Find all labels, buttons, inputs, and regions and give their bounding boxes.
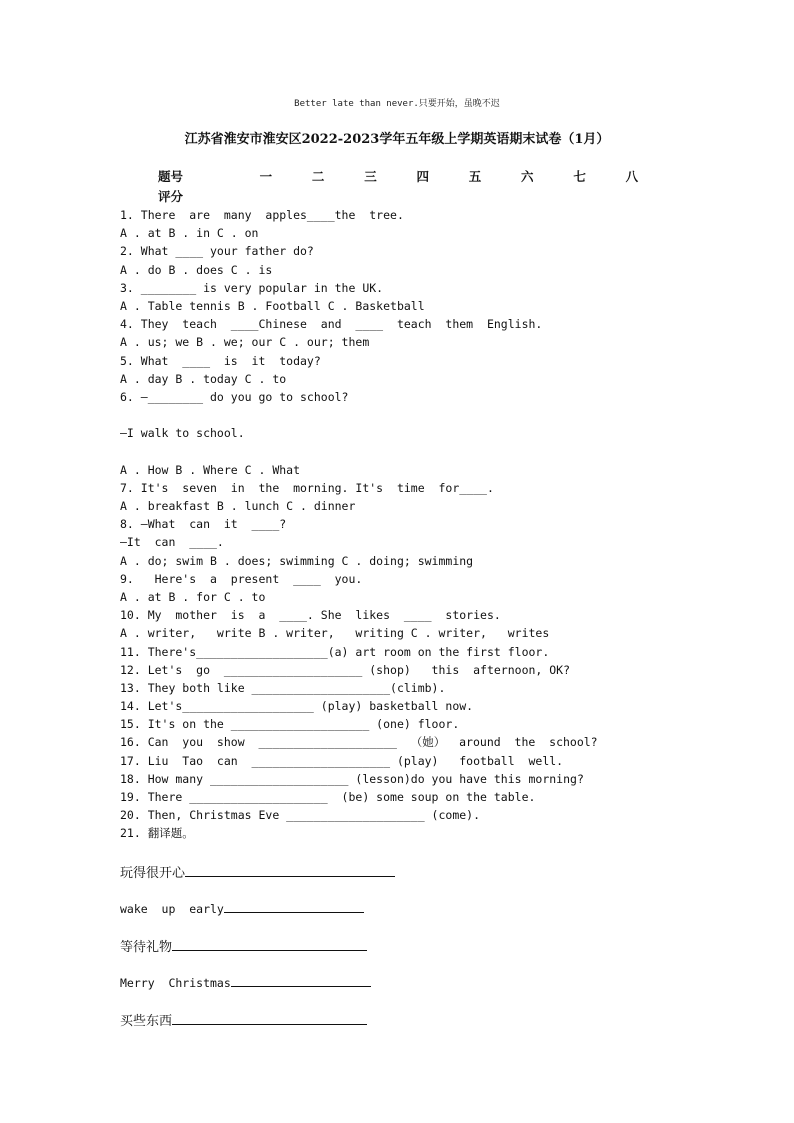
question-line: 3. ________ is very popular in the UK. bbox=[120, 280, 384, 295]
question-line: 4. They teach ____Chinese and ____ teach them English. bbox=[120, 317, 543, 332]
question-line: A . breakfast B . lunch C . dinner bbox=[120, 499, 356, 513]
score-table-column: 五 bbox=[468, 169, 482, 184]
question-line: 1. There are many apples____the tree. bbox=[120, 208, 404, 222]
question-line: 17. Liu Tao can ____________________ (play) football well. bbox=[120, 753, 564, 768]
score-table-header-row bbox=[158, 166, 658, 186]
score-table-column: 三 bbox=[364, 169, 377, 184]
question-line: A . do B . does C . is bbox=[120, 262, 273, 277]
translation-text: wake up early bbox=[120, 902, 224, 916]
blank-line bbox=[120, 442, 760, 460]
question-line: A . day B . today C . to bbox=[120, 371, 287, 386]
question-line: A . Table tennis B . Football C . Basketball bbox=[120, 298, 425, 313]
question-line: 9. Here's a present ____ you. bbox=[120, 571, 363, 586]
translation-text: Merry Christmas bbox=[120, 976, 231, 990]
question-line: 18. How many ____________________ (lesson)do you have this morning? bbox=[120, 771, 584, 786]
question-line: 2. What ____ your father do? bbox=[120, 244, 314, 259]
score-table-label: 评分 bbox=[158, 189, 184, 204]
score-table-column: 四 bbox=[416, 169, 429, 184]
question-line: A . us; we B . we; our C . our; them bbox=[120, 335, 370, 350]
question-line: 5. What ____ is it today? bbox=[120, 353, 321, 368]
translation-text: 等待礼物 bbox=[120, 940, 173, 955]
question-line: —I walk to school. bbox=[120, 426, 245, 441]
question-line: 14. Let's___________________ (play) basketball now. bbox=[120, 699, 474, 714]
question-line: 8. —What can it ____? bbox=[120, 517, 287, 532]
translation-item bbox=[120, 936, 760, 955]
score-table-label: 题号 bbox=[158, 169, 184, 184]
score-table-column: 八 bbox=[625, 169, 639, 184]
question-line: A . How B . Where C . What bbox=[120, 462, 301, 477]
question-line: 19. There ____________________ (be) some soup on the table. bbox=[120, 790, 536, 804]
answer-blank[interactable] bbox=[172, 938, 367, 951]
score-table-column: 六 bbox=[521, 169, 534, 184]
translation-text: 玩得很开心 bbox=[120, 866, 186, 881]
question-line: 12. Let's go ____________________ (shop) this afternoon, OK? bbox=[120, 662, 571, 677]
question-line: A . do; swim B . does; swimming C . doing; swimming bbox=[120, 553, 474, 568]
question-line: 21. 翻译题。 bbox=[120, 826, 194, 841]
translation-item bbox=[120, 862, 760, 881]
question-line: 11. There's___________________(a) art room on the first floor. bbox=[120, 644, 550, 659]
answer-blank[interactable] bbox=[185, 864, 395, 877]
question-line: 7. It's seven in the morning. It's time for____. bbox=[120, 480, 494, 495]
blank-line bbox=[120, 406, 760, 424]
answer-blank[interactable] bbox=[224, 900, 364, 913]
translation-text: 买些东西 bbox=[120, 1014, 173, 1029]
question-line: 6. —________ do you go to school? bbox=[120, 389, 349, 404]
question-line: 15. It's on the ____________________ (one) floor. bbox=[120, 717, 460, 732]
question-list bbox=[120, 206, 760, 843]
question-line: A . writer, write B . writer, writing C . writer, writes bbox=[120, 626, 550, 641]
question-line: 13. They both like ____________________(climb). bbox=[120, 680, 446, 695]
translation-item bbox=[120, 974, 760, 990]
answer-blank[interactable] bbox=[231, 974, 371, 987]
question-line: A . at B . for C . to bbox=[120, 589, 266, 604]
score-table-column: 一 bbox=[259, 169, 273, 184]
answer-blank[interactable] bbox=[172, 1012, 367, 1025]
translation-item bbox=[120, 1010, 760, 1029]
score-table-column: 七 bbox=[573, 169, 586, 184]
header-motto: Better late than never.只要开始，虽晚不迟 bbox=[294, 99, 500, 109]
question-line: 20. Then, Christmas Eve ____________________ (come). bbox=[120, 808, 481, 823]
page-title: 江苏省淮安市淮安区2022-2023学年五年级上学期英语期末试卷（1月） bbox=[184, 132, 610, 147]
score-table-score-row bbox=[158, 186, 658, 206]
question-line: A . at B . in C . on bbox=[120, 226, 259, 241]
score-table-column: 二 bbox=[311, 169, 325, 184]
question-line: 16. Can you show ____________________ （她） around the school? bbox=[120, 735, 598, 750]
question-line: —It can ____. bbox=[120, 535, 224, 550]
score-table bbox=[158, 166, 658, 206]
translation-item bbox=[120, 900, 760, 916]
question-line: 10. My mother is a ____. She likes ____ stories. bbox=[120, 608, 501, 623]
